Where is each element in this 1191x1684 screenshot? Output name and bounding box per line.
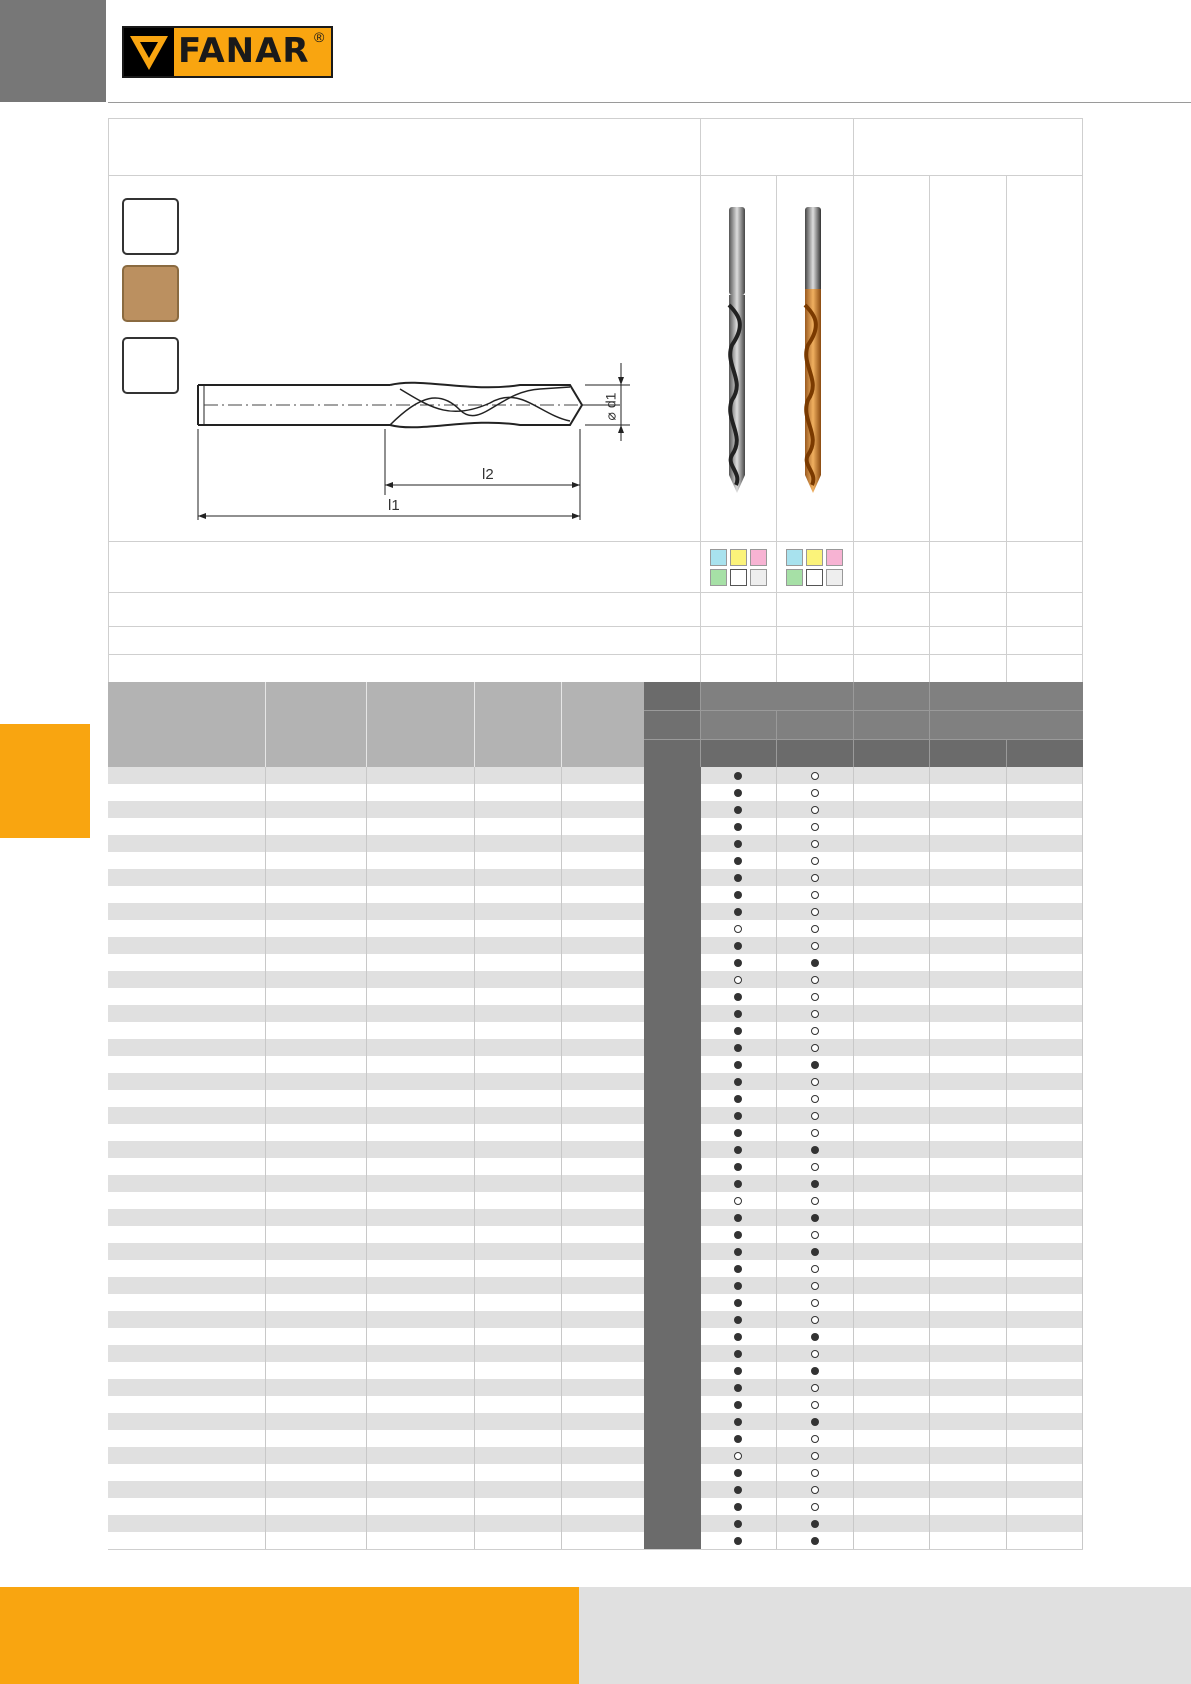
availability-dot (811, 1044, 819, 1052)
availability-dot (734, 1180, 742, 1188)
table-row (108, 1345, 1083, 1362)
table-row (108, 1124, 1083, 1141)
table-row (108, 1090, 1083, 1107)
header-rule (108, 102, 1191, 103)
table-row (108, 801, 1083, 818)
table-row (108, 1243, 1083, 1260)
row-grey-cell (644, 1260, 701, 1277)
coating-swatch-black (122, 337, 179, 394)
availability-dot (734, 1435, 742, 1443)
row-grey-cell (644, 1073, 701, 1090)
table-row (108, 1022, 1083, 1039)
availability-dot (734, 1129, 742, 1137)
table-row (108, 1260, 1083, 1277)
availability-dot (811, 857, 819, 865)
availability-dot (811, 976, 819, 984)
material-swatch (826, 569, 843, 586)
row-grey-cell (644, 784, 701, 801)
availability-dot (811, 1129, 819, 1137)
material-swatch (730, 569, 747, 586)
drill-image-bright (724, 205, 752, 495)
table-row (108, 988, 1083, 1005)
row-grey-cell (644, 1294, 701, 1311)
availability-dot (811, 874, 819, 882)
table-row (108, 1464, 1083, 1481)
availability-dot (734, 823, 742, 831)
availability-dot (811, 1503, 819, 1511)
availability-dot (811, 1146, 819, 1154)
availability-dot (734, 925, 742, 933)
row-grey-cell (644, 1311, 701, 1328)
row-grey-cell (644, 1141, 701, 1158)
availability-dot (811, 1418, 819, 1426)
row-grey-cell (644, 1345, 701, 1362)
row-grey-cell (644, 1396, 701, 1413)
availability-dot (734, 1367, 742, 1375)
footer-grey-band (579, 1587, 1191, 1684)
availability-dot (811, 1078, 819, 1086)
row-grey-cell (644, 988, 701, 1005)
coating-swatch-bright (122, 198, 179, 255)
total-length-label: l1 (388, 497, 400, 514)
availability-dot (734, 789, 742, 797)
row-grey-cell (644, 1005, 701, 1022)
row-grey-cell (644, 835, 701, 852)
availability-dot (811, 1095, 819, 1103)
row-grey-cell (644, 818, 701, 835)
availability-dot (811, 823, 819, 831)
availability-dot (734, 1197, 742, 1205)
table-row (108, 1005, 1083, 1022)
availability-dot (734, 772, 742, 780)
table-row (108, 784, 1083, 801)
availability-dot (734, 840, 742, 848)
row-grey-cell (644, 1430, 701, 1447)
availability-dot (811, 772, 819, 780)
table-row (108, 954, 1083, 971)
row-grey-cell (644, 869, 701, 886)
table-row (108, 1107, 1083, 1124)
row-grey-cell (644, 971, 701, 988)
availability-dot (811, 1401, 819, 1409)
table-row (108, 1430, 1083, 1447)
row-grey-cell (644, 1175, 701, 1192)
table-row (108, 1226, 1083, 1243)
corner-block (0, 0, 106, 102)
availability-dot (811, 1316, 819, 1324)
table-row (108, 1294, 1083, 1311)
row-grey-cell (644, 767, 701, 784)
availability-dot (734, 1146, 742, 1154)
row-grey-cell (644, 1532, 701, 1549)
registered-mark: ® (314, 29, 325, 45)
row-grey-cell (644, 1209, 701, 1226)
drill-image-tin (800, 205, 828, 495)
row-grey-cell (644, 1022, 701, 1039)
row-grey-cell (644, 1226, 701, 1243)
table-row (108, 1498, 1083, 1515)
material-swatch (826, 549, 843, 566)
table-row (108, 1073, 1083, 1090)
row-grey-cell (644, 954, 701, 971)
table-row (108, 920, 1083, 937)
availability-dot (811, 1248, 819, 1256)
availability-dot (811, 1452, 819, 1460)
availability-dot (734, 942, 742, 950)
availability-dot (734, 857, 742, 865)
availability-dot (811, 1010, 819, 1018)
availability-dot (734, 1503, 742, 1511)
availability-dot (811, 908, 819, 916)
availability-dot (811, 1537, 819, 1545)
table-row (108, 1158, 1083, 1175)
logo-v-mark (124, 28, 174, 76)
availability-dot (734, 908, 742, 916)
table-row (108, 1311, 1083, 1328)
table-row (108, 1209, 1083, 1226)
table-row (108, 1141, 1083, 1158)
availability-dot (734, 1061, 742, 1069)
row-grey-cell (644, 1192, 701, 1209)
availability-dot (811, 942, 819, 950)
row-grey-cell (644, 886, 701, 903)
availability-dot (811, 1027, 819, 1035)
availability-dot (811, 789, 819, 797)
material-swatch (786, 549, 803, 566)
availability-dot (811, 959, 819, 967)
table-row (108, 1056, 1083, 1073)
availability-dot (734, 1112, 742, 1120)
table-row (108, 1413, 1083, 1430)
table-row (108, 852, 1083, 869)
availability-dot (811, 1299, 819, 1307)
availability-dot (734, 1231, 742, 1239)
row-grey-cell (644, 920, 701, 937)
availability-dot (734, 1265, 742, 1273)
table-row (108, 1396, 1083, 1413)
logo-wordmark: FANAR (178, 31, 310, 71)
availability-dot (734, 1537, 742, 1545)
row-grey-cell (644, 801, 701, 818)
availability-dot (734, 1452, 742, 1460)
table-row (108, 1447, 1083, 1464)
table-row (108, 1277, 1083, 1294)
row-grey-cell (644, 1243, 701, 1260)
availability-dot (734, 1418, 742, 1426)
table-row (108, 767, 1083, 784)
availability-dot (734, 806, 742, 814)
table-row (108, 1175, 1083, 1192)
material-swatch (710, 549, 727, 566)
material-swatch (750, 549, 767, 566)
table-row (108, 1379, 1083, 1396)
availability-dot (734, 1027, 742, 1035)
availability-dot (811, 1486, 819, 1494)
material-swatch (786, 569, 803, 586)
table-bottom-border (108, 1549, 1083, 1550)
fanar-logo (122, 26, 333, 78)
table-row (108, 835, 1083, 852)
availability-dot (734, 1282, 742, 1290)
material-swatch (806, 569, 823, 586)
row-grey-cell (644, 1090, 701, 1107)
table-row (108, 1328, 1083, 1345)
availability-dot (811, 1214, 819, 1222)
availability-dot (811, 1520, 819, 1528)
row-grey-cell (644, 1328, 701, 1345)
availability-dot (734, 1078, 742, 1086)
row-grey-cell (644, 1413, 701, 1430)
drill-technical-drawing (190, 355, 640, 525)
row-grey-cell (644, 937, 701, 954)
row-grey-cell (644, 1379, 701, 1396)
material-swatch (806, 549, 823, 566)
material-swatch (730, 549, 747, 566)
availability-dot (734, 1486, 742, 1494)
footer-orange-band (0, 1587, 579, 1684)
row-grey-cell (644, 1158, 701, 1175)
availability-dot (734, 1401, 742, 1409)
availability-dot (811, 1163, 819, 1171)
row-grey-cell (644, 1124, 701, 1141)
material-swatch (750, 569, 767, 586)
availability-dot (811, 1367, 819, 1375)
row-grey-cell (644, 1447, 701, 1464)
column-header-group (108, 682, 644, 767)
row-grey-cell (644, 1056, 701, 1073)
availability-dot (734, 1384, 742, 1392)
row-grey-cell (644, 1039, 701, 1056)
flute-length-label: l2 (482, 466, 494, 483)
availability-dot (734, 874, 742, 882)
availability-dot (811, 806, 819, 814)
availability-dot (811, 1112, 819, 1120)
row-grey-cell (644, 1107, 701, 1124)
availability-dot (811, 925, 819, 933)
diameter-label: ⌀ d1 (602, 392, 619, 421)
availability-dot (734, 891, 742, 899)
availability-dot (734, 1469, 742, 1477)
availability-dot (811, 1197, 819, 1205)
availability-dot (734, 1044, 742, 1052)
table-row (108, 1039, 1083, 1056)
table-row (108, 903, 1083, 920)
availability-dot (734, 993, 742, 1001)
availability-dot (811, 1061, 819, 1069)
table-row (108, 1515, 1083, 1532)
availability-dot (734, 1214, 742, 1222)
availability-dot (734, 1520, 742, 1528)
availability-dot (734, 1316, 742, 1324)
row-grey-cell (644, 1464, 701, 1481)
row-grey-cell (644, 903, 701, 920)
material-swatch (710, 569, 727, 586)
table-row (108, 818, 1083, 835)
table-row (108, 971, 1083, 988)
table-row (108, 937, 1083, 954)
availability-dot (811, 840, 819, 848)
availability-dot (734, 1350, 742, 1358)
availability-dot (734, 1095, 742, 1103)
table-row (108, 1532, 1083, 1549)
table-row (108, 1481, 1083, 1498)
availability-dot (734, 976, 742, 984)
availability-dot (811, 891, 819, 899)
availability-dot (811, 1435, 819, 1443)
availability-dot (811, 1350, 819, 1358)
availability-dot (811, 1384, 819, 1392)
row-grey-cell (644, 1515, 701, 1532)
availability-dot (734, 1248, 742, 1256)
availability-dot (811, 1180, 819, 1188)
availability-dot (811, 1282, 819, 1290)
availability-dot (734, 1299, 742, 1307)
row-grey-cell (644, 852, 701, 869)
coating-swatch-tin (122, 265, 179, 322)
availability-dot (734, 1333, 742, 1341)
availability-dot (734, 959, 742, 967)
availability-dot (811, 993, 819, 1001)
availability-dot (811, 1265, 819, 1273)
side-section-tab (0, 724, 90, 838)
row-grey-cell (644, 1362, 701, 1379)
row-grey-cell (644, 1498, 701, 1515)
table-row (108, 869, 1083, 886)
row-grey-cell (644, 1277, 701, 1294)
availability-dot (734, 1010, 742, 1018)
availability-dot (734, 1163, 742, 1171)
table-row (108, 886, 1083, 903)
row-grey-cell (644, 1481, 701, 1498)
availability-dot (811, 1469, 819, 1477)
table-row (108, 1192, 1083, 1209)
table-row (108, 1362, 1083, 1379)
availability-dot (811, 1231, 819, 1239)
availability-dot (811, 1333, 819, 1341)
